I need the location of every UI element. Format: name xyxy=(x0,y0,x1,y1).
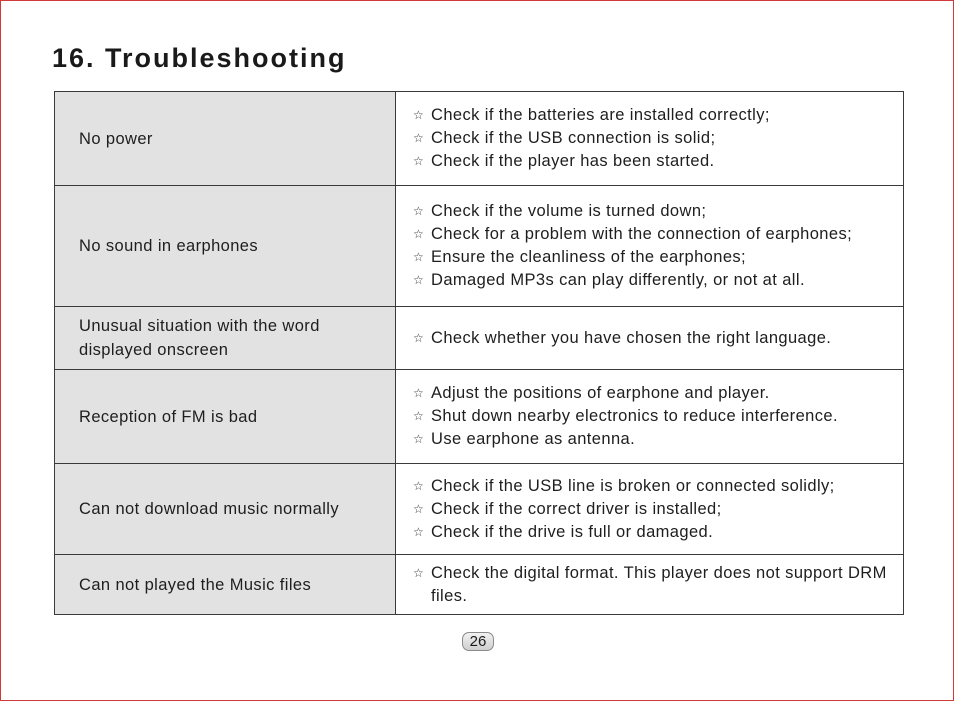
star-outline-icon: ☆ xyxy=(413,154,425,168)
star-outline-icon: ☆ xyxy=(413,204,425,218)
list-item: ☆ Check if the volume is turned down; xyxy=(413,200,895,223)
solutions-cell xyxy=(396,92,904,186)
list-item: ☆ Ensure the cleanliness of the earphones; xyxy=(413,246,895,269)
star-outline-icon: ☆ xyxy=(413,409,425,423)
solutions-cell xyxy=(396,555,904,615)
solutions-cell xyxy=(396,186,904,307)
solution-list xyxy=(413,327,895,350)
star-outline-icon: ☆ xyxy=(413,273,425,287)
star-outline-icon: ☆ xyxy=(413,565,425,580)
page-title: 16. Troubleshooting xyxy=(52,43,347,73)
table-row xyxy=(55,370,904,464)
star-outline-icon: ☆ xyxy=(413,250,425,264)
problem-cell: Can not download music normally xyxy=(55,464,396,555)
list-item: ☆ Check if the batteries are installed correctly; xyxy=(413,104,895,127)
solution-list xyxy=(413,104,895,173)
solution-list xyxy=(413,562,895,608)
solution-list xyxy=(413,200,895,292)
star-outline-icon: ☆ xyxy=(413,501,425,516)
star-outline-icon: ☆ xyxy=(413,131,425,145)
problem-cell: No power xyxy=(55,92,396,186)
list-item: ☆ Check if the correct driver is installed; xyxy=(413,498,895,521)
star-outline-icon: ☆ xyxy=(413,432,425,446)
table-row xyxy=(55,555,904,615)
list-item: ☆ Check whether you have chosen the right language. xyxy=(413,327,895,350)
star-outline-icon: ☆ xyxy=(413,227,425,241)
list-item: ☆ Shut down nearby electronics to reduce interference. xyxy=(413,405,895,428)
troubleshooting-table xyxy=(54,91,904,615)
star-outline-icon: ☆ xyxy=(413,524,425,539)
list-item: ☆ Adjust the positions of earphone and player. xyxy=(413,382,895,405)
table-row xyxy=(55,464,904,555)
table-row xyxy=(55,307,904,370)
problem-cell: Can not played the Music files xyxy=(55,555,396,615)
star-outline-icon: ☆ xyxy=(413,478,425,493)
solution-list xyxy=(413,475,895,544)
solutions-cell xyxy=(396,307,904,370)
solutions-cell xyxy=(396,464,904,555)
list-item: ☆ Check if the USB connection is solid; xyxy=(413,127,895,150)
star-outline-icon: ☆ xyxy=(413,108,425,122)
problem-cell: Reception of FM is bad xyxy=(55,370,396,464)
list-item: ☆ Check for a problem with the connection of earphones; xyxy=(413,223,895,246)
problem-cell: Unusual situation with the word displayed onscreen xyxy=(55,307,396,370)
star-outline-icon: ☆ xyxy=(413,386,425,400)
list-item: ☆ Check if the player has been started. xyxy=(413,150,895,173)
solution-list xyxy=(413,382,895,451)
list-item: ☆ Damaged MP3s can play differently, or not at all. xyxy=(413,269,895,292)
solutions-cell xyxy=(396,370,904,464)
list-item: ☆ Use earphone as antenna. xyxy=(413,428,895,451)
list-item: ☆ Check if the drive is full or damaged. xyxy=(413,521,895,544)
list-item: ☆ Check the digital format. This player does not support DRM files. xyxy=(413,563,887,605)
list-item: ☆ Check if the USB line is broken or connected solidly; xyxy=(413,475,895,498)
problem-cell: No sound in earphones xyxy=(55,186,396,307)
table-row xyxy=(55,92,904,186)
table-row xyxy=(55,186,904,307)
page-number-badge: 26 xyxy=(462,632,494,651)
star-outline-icon: ☆ xyxy=(413,330,425,345)
